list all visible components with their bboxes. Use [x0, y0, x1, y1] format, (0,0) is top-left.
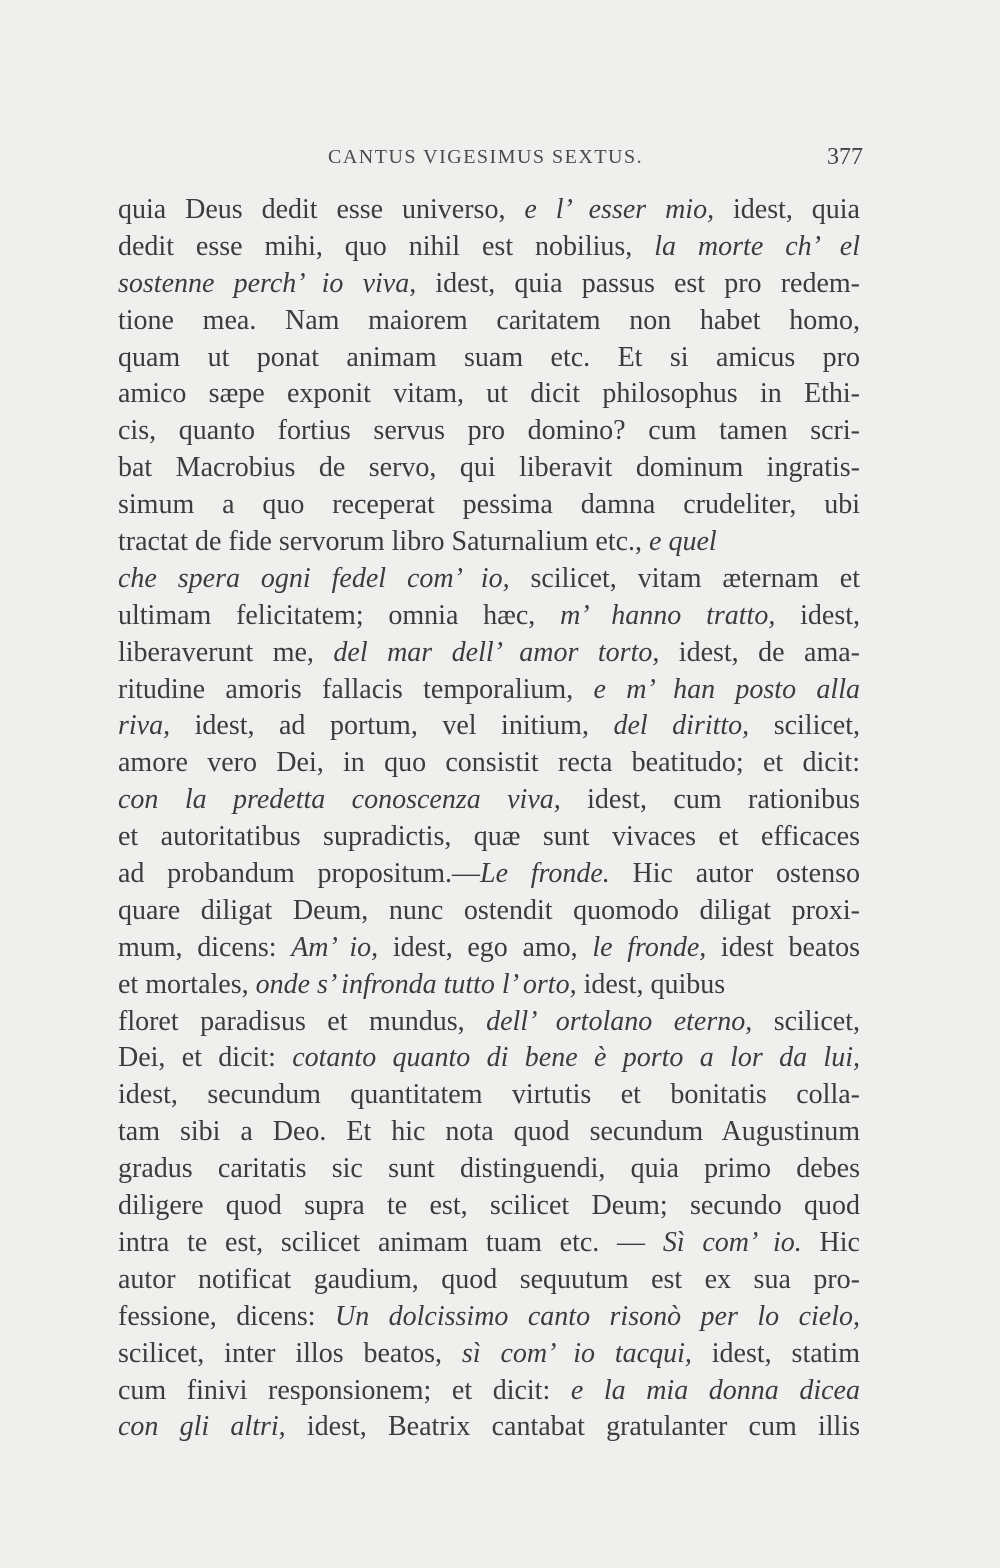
- text-segment: idest, quia: [714, 194, 860, 225]
- text-segment: idest, ego amo,: [378, 931, 593, 963]
- text-segment: idest, statim: [691, 1337, 860, 1369]
- text-line: [118, 598, 860, 635]
- text-line: [118, 893, 860, 930]
- text-segment: floret paradisus et mundus,: [118, 1005, 487, 1037]
- text-line: [118, 708, 860, 745]
- italic-quote: Le fronde.: [480, 858, 610, 890]
- text-segment: idest, quia passus est pro redem-: [416, 267, 860, 299]
- italic-quote: e m’ han posto alla: [593, 673, 860, 705]
- italic-quote: e l’ esser mio,: [524, 194, 715, 225]
- text-line: [118, 1188, 860, 1225]
- text-segment: idest, ad portum, vel initium,: [170, 710, 614, 742]
- italic-quote: cotanto quanto di bene è porto a lor da lui,: [292, 1042, 860, 1074]
- text-line: [118, 1004, 860, 1041]
- italic-quote: dell’ ortolano eterno,: [486, 1005, 753, 1037]
- text-segment: ritudine amoris fallacis temporalium,: [118, 673, 594, 705]
- text-line: [118, 856, 860, 893]
- text-segment: cis, quanto fortius servus pro domino? cum tamen scri-: [118, 415, 860, 447]
- text-line: [118, 1225, 860, 1262]
- text-segment: bat Macrobius de servo, qui liberavit dominum ingratis-: [118, 452, 860, 484]
- italic-quote: con gli altri,: [118, 1411, 286, 1443]
- text-segment: amore vero Dei, in quo consistit recta beatitudo; et dicit:: [118, 747, 860, 779]
- text-segment: idest, de ama-: [659, 636, 860, 668]
- text-segment: fessione, dicens:: [118, 1300, 335, 1332]
- text-segment: et mortales,: [118, 968, 256, 1000]
- italic-quote: riva,: [118, 710, 171, 742]
- italic-quote: Am’ io,: [291, 931, 379, 963]
- text-segment: idest, quibus: [576, 968, 726, 1000]
- text-line: [118, 192, 860, 229]
- text-line: [118, 930, 860, 967]
- text-segment: ultimam felicitatem; omnia hæc,: [118, 599, 561, 631]
- text-segment: tam sibi a Deo. Et hic nota quod secundum Augustinum: [118, 1116, 860, 1148]
- text-segment: simum a quo receperat pessima damna crudeliter, ubi: [118, 489, 860, 521]
- text-segment: dedit esse mihi, quo nihil est nobilius,: [118, 230, 655, 262]
- text-segment: scilicet,: [752, 1005, 860, 1037]
- text-segment: diligere quod supra te est, scilicet Deum; secundo quod: [118, 1190, 860, 1222]
- text-line: [118, 1373, 860, 1410]
- text-segment: idest,: [775, 599, 860, 631]
- running-head: CANTUS VIGESIMUS SEXTUS.: [328, 146, 644, 168]
- text-segment: idest, Beatrix cantabat gratulanter cum illis: [285, 1411, 860, 1443]
- text-line: [118, 303, 860, 340]
- text-line: [118, 413, 860, 450]
- text-segment: liberaverunt me,: [118, 636, 334, 668]
- italic-quote: la morte ch’ el: [654, 230, 860, 262]
- italic-quote: Un dolcissimo canto risonò per lo cielo,: [334, 1300, 860, 1332]
- text-line: [118, 340, 860, 377]
- text-line: [118, 782, 860, 819]
- text-line: [118, 1262, 860, 1299]
- text-line: [118, 376, 860, 413]
- text-segment: scilicet, vitam æternam et: [509, 562, 860, 594]
- text-line: [118, 524, 860, 561]
- text-segment: cum finivi responsionem; et dicit:: [118, 1374, 571, 1406]
- text-line: [118, 1040, 860, 1077]
- italic-quote: onde s’ infronda tutto l’ orto,: [255, 968, 577, 1000]
- text-segment: Hic autor ostenso: [609, 858, 860, 890]
- text-segment: idest beatos: [706, 931, 860, 963]
- italic-quote: del diritto,: [613, 710, 750, 742]
- text-segment: quam ut ponat animam suam etc. Et si amicus pro: [118, 341, 860, 373]
- text-line: [118, 635, 860, 672]
- italic-quote: e la mia donna dicea: [570, 1374, 860, 1406]
- text-segment: scilicet,: [749, 710, 860, 742]
- text-segment: quare diligat Deum, nunc ostendit quomodo diligat proxi-: [118, 894, 860, 926]
- text-line: [118, 819, 860, 856]
- italic-quote: sostenne perch’ io viva,: [118, 267, 417, 299]
- text-segment: amico sæpe exponit vitam, ut dicit philosophus in Ethi-: [118, 378, 860, 410]
- text-segment: idest, cum rationibus: [560, 784, 860, 816]
- text-line: [118, 1077, 860, 1114]
- text-line: [118, 450, 860, 487]
- text-line: [118, 229, 860, 266]
- text-segment: Dei, et dicit:: [118, 1042, 293, 1074]
- text-line: [118, 1151, 860, 1188]
- italic-quote: sì com’ io tacqui,: [461, 1337, 692, 1369]
- text-segment: scilicet, inter illos beatos,: [118, 1337, 462, 1369]
- text-line: [118, 561, 860, 598]
- italic-quote: con la predetta conoscenza viva,: [118, 784, 561, 816]
- text-segment: Hic: [801, 1226, 860, 1258]
- text-line: [118, 266, 860, 303]
- body-text: [118, 192, 860, 1446]
- text-line: [118, 1336, 860, 1373]
- italic-quote: m’ hanno tratto,: [560, 599, 776, 631]
- text-segment: mum, dicens:: [118, 931, 292, 963]
- text-line: [118, 967, 860, 1004]
- text-line: [118, 487, 860, 524]
- page-header: [118, 144, 863, 174]
- text-segment: quia Deus dedit esse universo,: [118, 194, 525, 225]
- text-line: [118, 1114, 860, 1151]
- text-segment: ad probandum propositum.—: [118, 858, 480, 890]
- text-line: [118, 745, 860, 782]
- italic-quote: le fronde,: [592, 931, 707, 963]
- italic-quote: che spera ogni fedel com’ io,: [118, 562, 510, 594]
- text-segment: tione mea. Nam maiorem caritatem non habet homo,: [118, 304, 860, 336]
- page-number: 377: [827, 144, 863, 170]
- text-segment: autor notificat gaudium, quod sequutum est ex sua pro-: [118, 1263, 860, 1295]
- text-line: [118, 672, 860, 709]
- text-line: [118, 1409, 860, 1446]
- text-line: [118, 1299, 860, 1336]
- text-segment: idest, secundum quantitatem virtutis et bonitatis colla-: [118, 1079, 860, 1111]
- italic-quote: e quel: [649, 526, 717, 558]
- text-segment: et autoritatibus supradictis, quæ sunt vivaces et efficaces: [118, 821, 860, 853]
- italic-quote: del mar dell’ amor torto,: [333, 636, 660, 668]
- text-segment: gradus caritatis sic sunt distinguendi, quia primo debes: [118, 1153, 860, 1185]
- italic-quote: Sì com’ io.: [662, 1226, 802, 1258]
- text-segment: tractat de fide servorum libro Saturnalium etc.,: [118, 526, 650, 558]
- text-segment: intra te est, scilicet animam tuam etc. —: [118, 1226, 663, 1258]
